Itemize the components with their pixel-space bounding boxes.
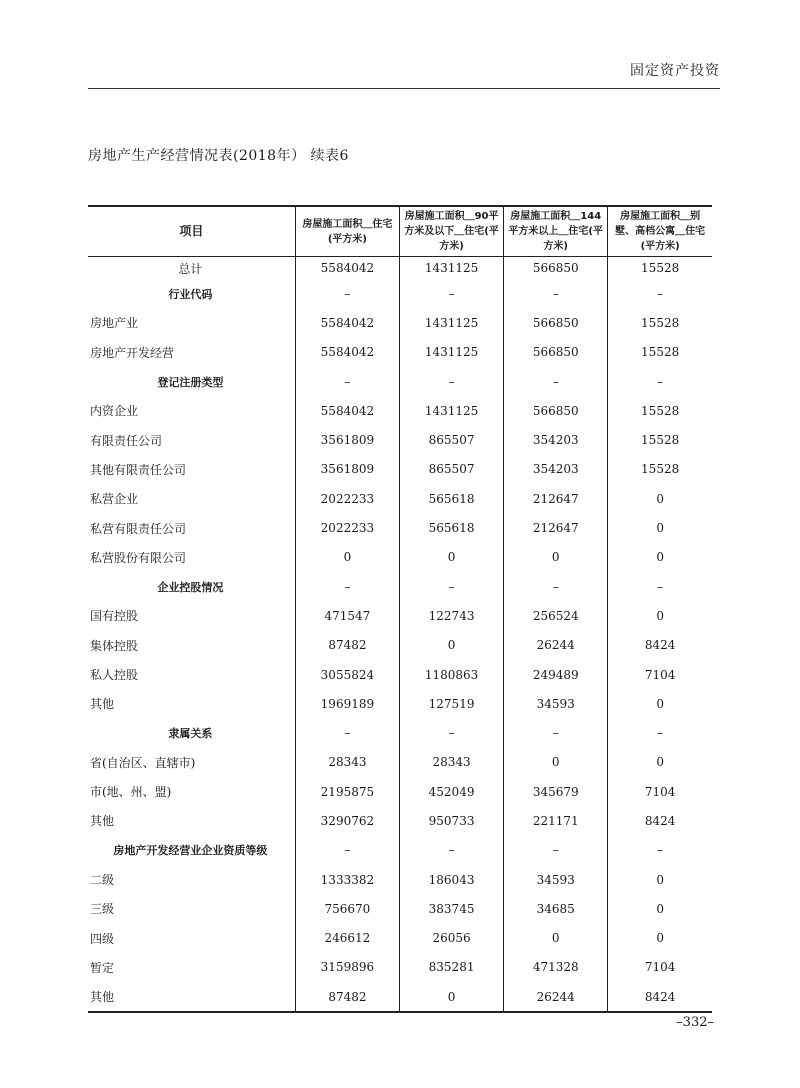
row-label: 集体控股 (90, 638, 139, 653)
table-row (88, 396, 712, 425)
table-row (88, 748, 712, 777)
data-table (88, 205, 712, 1013)
row-label: 总计 (178, 261, 203, 276)
row-label: 有限责任公司 (90, 433, 163, 448)
cell-value: 87482 (295, 982, 399, 1012)
cell-value: 0 (608, 484, 712, 513)
cell-value: 471328 (504, 953, 608, 982)
cell-value: 865507 (399, 455, 503, 484)
cell-value: 865507 (399, 425, 503, 454)
table-header-row (88, 206, 712, 257)
cell-value: 7104 (608, 660, 712, 689)
cell-value: 354203 (504, 455, 608, 484)
table-row-category (88, 718, 712, 747)
cell-value: 3561809 (295, 455, 399, 484)
table-row (88, 777, 712, 806)
table-row (88, 601, 712, 630)
row-label: 暂定 (90, 960, 115, 975)
table-row (88, 660, 712, 689)
column-header-villa: 房屋施工面积＿别墅、高档公寓＿住宅(平方米) (608, 206, 712, 257)
cell-value: 249489 (504, 660, 608, 689)
table-row (88, 631, 712, 660)
row-label: 四级 (90, 931, 115, 946)
cell-value: 212647 (504, 484, 608, 513)
cell-value: – (504, 718, 608, 747)
cell-value: 246612 (295, 924, 399, 953)
cell-value: – (608, 572, 712, 601)
cell-value: 0 (608, 543, 712, 572)
cell-value: 7104 (608, 953, 712, 982)
cell-value: 15528 (608, 257, 712, 280)
cell-value: 1431125 (399, 308, 503, 337)
row-label: 省(自治区、直辖市) (90, 755, 196, 770)
cell-value: – (608, 367, 712, 396)
row-label: 其他 (90, 814, 115, 829)
table-row (88, 425, 712, 454)
cell-value: 15528 (608, 425, 712, 454)
cell-value: 0 (504, 748, 608, 777)
cell-value: 345679 (504, 777, 608, 806)
cell-value: 3290762 (295, 806, 399, 835)
cell-value: 7104 (608, 777, 712, 806)
cell-value: 566850 (504, 338, 608, 367)
category-label: 房地产开发经营业企业资质等级 (113, 844, 268, 858)
row-label: 其他 (90, 697, 115, 712)
cell-value: 0 (399, 543, 503, 572)
cell-value: 565618 (399, 513, 503, 542)
table-row-category (88, 836, 712, 865)
category-label: 企业控股情况 (157, 580, 224, 594)
category-label: 隶属关系 (168, 727, 213, 741)
cell-value: 186043 (399, 865, 503, 894)
header-rule (88, 88, 720, 89)
row-label: 其他有限责任公司 (90, 462, 187, 477)
table-row (88, 865, 712, 894)
cell-value: 212647 (504, 513, 608, 542)
cell-value: 0 (608, 748, 712, 777)
cell-value: – (608, 718, 712, 747)
cell-value: – (608, 836, 712, 865)
cell-value: 26056 (399, 924, 503, 953)
cell-value: 0 (399, 631, 503, 660)
table-row (88, 308, 712, 337)
cell-value: 1431125 (399, 257, 503, 280)
cell-value: 1333382 (295, 865, 399, 894)
cell-value: 5584042 (295, 308, 399, 337)
row-label: 私营有限责任公司 (90, 521, 187, 536)
cell-value: 0 (608, 894, 712, 923)
cell-value: 566850 (504, 257, 608, 280)
table-row (88, 924, 712, 953)
cell-value: 383745 (399, 894, 503, 923)
row-label: 市(地、州、盟) (90, 785, 172, 800)
cell-value: 127519 (399, 689, 503, 718)
row-label: 私营企业 (90, 492, 139, 507)
cell-value: – (295, 836, 399, 865)
cell-value: – (295, 279, 399, 308)
table-row (88, 338, 712, 367)
cell-value: – (608, 279, 712, 308)
cell-value: 3055824 (295, 660, 399, 689)
cell-value: 0 (504, 924, 608, 953)
row-label: 私营股份有限公司 (90, 550, 187, 565)
cell-value: 5584042 (295, 338, 399, 367)
cell-value: 0 (608, 865, 712, 894)
cell-value: 8424 (608, 982, 712, 1012)
cell-value: 1969189 (295, 689, 399, 718)
cell-value: 122743 (399, 601, 503, 630)
column-header-90sqm-below: 房屋施工面积＿90平方米及以下＿住宅(平方米) (399, 206, 503, 257)
cell-value: 2195875 (295, 777, 399, 806)
category-label: 登记注册类型 (157, 375, 224, 389)
cell-value: 221171 (504, 806, 608, 835)
cell-value: 28343 (295, 748, 399, 777)
page-number: –332– (676, 1015, 714, 1030)
cell-value: – (295, 572, 399, 601)
cell-value: 1431125 (399, 338, 503, 367)
cell-value: – (399, 279, 503, 308)
cell-value: 565618 (399, 484, 503, 513)
cell-value: 566850 (504, 396, 608, 425)
cell-value: 34593 (504, 689, 608, 718)
cell-value: 0 (295, 543, 399, 572)
cell-value: – (504, 279, 608, 308)
cell-value: 8424 (608, 631, 712, 660)
cell-value: – (504, 572, 608, 601)
cell-value: 1180863 (399, 660, 503, 689)
cell-value: 835281 (399, 953, 503, 982)
cell-value: 2022233 (295, 484, 399, 513)
cell-value: 0 (608, 601, 712, 630)
cell-value: 87482 (295, 631, 399, 660)
cell-value: – (399, 836, 503, 865)
table-row (88, 894, 712, 923)
table-row (88, 953, 712, 982)
table-title: 房地产生产经营情况表(2018年） 续表6 (88, 148, 349, 164)
cell-value: – (504, 367, 608, 396)
row-label: 房地产开发经营 (90, 345, 175, 360)
cell-value: 0 (608, 924, 712, 953)
cell-value: – (504, 836, 608, 865)
row-label: 私人控股 (90, 668, 139, 682)
cell-value: – (295, 718, 399, 747)
table-row (88, 806, 712, 835)
table-row (88, 543, 712, 572)
cell-value: 3159896 (295, 953, 399, 982)
cell-value: 26244 (504, 982, 608, 1012)
table-row (88, 513, 712, 542)
cell-value: 0 (608, 513, 712, 542)
cell-value: 566850 (504, 308, 608, 337)
table-row-category (88, 279, 712, 308)
cell-value: 15528 (608, 396, 712, 425)
category-label: 行业代码 (168, 287, 213, 301)
cell-value: 28343 (399, 748, 503, 777)
cell-value: 34685 (504, 894, 608, 923)
column-header-floor-area: 房屋施工面积＿住宅(平方米) (295, 206, 399, 257)
table-row (88, 982, 712, 1012)
cell-value: – (399, 572, 503, 601)
cell-value: 34593 (504, 865, 608, 894)
cell-value: 452049 (399, 777, 503, 806)
cell-value: 256524 (504, 601, 608, 630)
cell-value: 1431125 (399, 396, 503, 425)
cell-value: 15528 (608, 455, 712, 484)
row-label: 二级 (90, 873, 115, 888)
cell-value: – (399, 718, 503, 747)
cell-value: 15528 (608, 338, 712, 367)
table-row (88, 689, 712, 718)
cell-value: 0 (608, 689, 712, 718)
cell-value: 5584042 (295, 396, 399, 425)
cell-value: 950733 (399, 806, 503, 835)
cell-value: 15528 (608, 308, 712, 337)
row-label: 房地产业 (90, 316, 139, 331)
table-row-category (88, 367, 712, 396)
cell-value: – (295, 367, 399, 396)
cell-value: – (399, 367, 503, 396)
cell-value: 354203 (504, 425, 608, 454)
row-label: 其他 (88, 982, 295, 1012)
table-row (88, 455, 712, 484)
cell-value: 0 (399, 982, 503, 1012)
table-row (88, 484, 712, 513)
cell-value: 2022233 (295, 513, 399, 542)
cell-value: 26244 (504, 631, 608, 660)
table-row-category (88, 572, 712, 601)
row-label: 内资企业 (90, 404, 139, 419)
cell-value: 8424 (608, 806, 712, 835)
row-label: 国有控股 (90, 609, 139, 624)
cell-value: 756670 (295, 894, 399, 923)
table-row-total (88, 257, 712, 280)
section-header: 固定资产投资 (630, 63, 720, 79)
row-label: 三级 (90, 902, 115, 917)
cell-value: 5584042 (295, 257, 399, 280)
cell-value: 471547 (295, 601, 399, 630)
column-header-item: 项目 (88, 206, 295, 257)
cell-value: 0 (504, 543, 608, 572)
column-header-144sqm-above: 房屋施工面积＿144平方米以上＿住宅(平方米) (504, 206, 608, 257)
cell-value: 3561809 (295, 425, 399, 454)
